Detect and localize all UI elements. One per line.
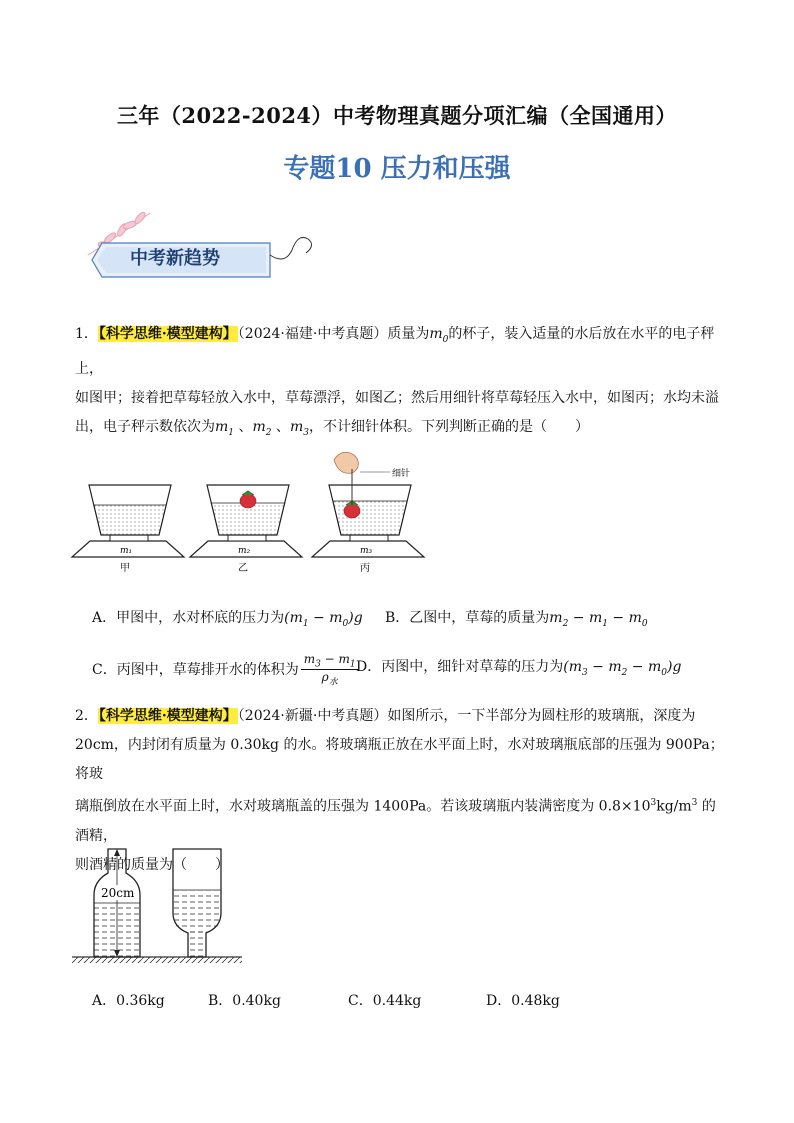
- scale-caption: 甲: [120, 563, 130, 574]
- option-c[interactable]: C．丙图中，草莓排开水的体积为 $\frac{m_3 - m_1}{\rho_水}$: [92, 652, 361, 688]
- scales-figure: [70, 445, 430, 580]
- scale-1: [72, 485, 184, 574]
- document-title: 三年（2022-2024）中考物理真题分项汇编（全国通用）: [116, 103, 678, 128]
- question-number: 2．: [75, 708, 98, 724]
- question-number: 1．: [75, 326, 98, 342]
- question-source: （2024·新疆·中考真题）: [237, 708, 388, 724]
- scale-caption: 乙: [238, 563, 248, 574]
- question-tag: 【科学思维·模型建构】: [98, 708, 237, 724]
- scale-3: [312, 485, 424, 574]
- question-2-stem: 2．【科学思维·模型建构】（2024·新疆·中考真题）如图所示，一下半部分为圆柱形的玻璃瓶，深度为 20cm，内封闭有质量为 0.30kg 的水。将玻璃瓶正放在水平面上时，水对玻璃瓶底部的压强为 900Pa；将玻 璃瓶倒放在水平面上时，水对玻璃瓶盖的压强为 1400Pa。若该玻璃瓶内装满密度为 $0.8\times 10^3kg/m^3$ 的酒精， 则酒精的质量为（ ）: [75, 708, 724, 873]
- question-source: （2024·福建·中考真题）: [237, 326, 388, 342]
- scale-reading: m₁: [120, 546, 133, 556]
- banner-label: 中考新趋势: [130, 248, 220, 269]
- question-1-stem: 1．【科学思维·模型建构】（2024·福建·中考真题）质量为$m_0$的杯子，装入适量的水后放在水平的电子秤上， 如图甲；接着把草莓轻放入水中，草莓漂浮，如图乙；然后用细针将草莓轻压入水中，如图丙；水均未溢 出，电子秤示数依次为$m_1$ 、$m_2$ 、$m_3$，不计细针体积。下列判断正确的是（ ）: [75, 326, 719, 438]
- hand-icon: [334, 452, 358, 473]
- question-tag: 【科学思维·模型建构】: [98, 326, 237, 342]
- needle-label: 细针: [392, 469, 411, 479]
- option-b[interactable]: B．0.40kg: [208, 993, 281, 1009]
- scale-caption: 丙: [360, 563, 370, 574]
- scale-reading: m₂: [238, 546, 251, 556]
- document-subtitle: 专题10 压力和压强: [283, 154, 511, 184]
- strawberry-icon: [240, 494, 256, 508]
- upright-bottle: [93, 849, 141, 957]
- strawberry-icon: [344, 504, 360, 518]
- option-c[interactable]: C．0.44kg: [348, 993, 422, 1009]
- inverted-bottle: [173, 849, 221, 957]
- option-d[interactable]: D．0.48kg: [486, 993, 560, 1009]
- option-d[interactable]: D．丙图中，细针对草莓的压力为$(m_3 - m_2 - m_0)g$: [356, 659, 682, 678]
- option-b[interactable]: B．乙图中，草莓的质量为$m_2 - m_1 - m_0$: [385, 610, 648, 629]
- option-a[interactable]: A．甲图中，水对杯底的压力为$(m_1 - m_0)g$: [92, 610, 363, 629]
- bottles-figure: [70, 845, 250, 970]
- option-a[interactable]: A．0.36kg: [92, 993, 165, 1009]
- depth-label: 20cm: [101, 886, 135, 900]
- scale-2: [190, 485, 302, 574]
- scale-reading: m₃: [360, 546, 373, 556]
